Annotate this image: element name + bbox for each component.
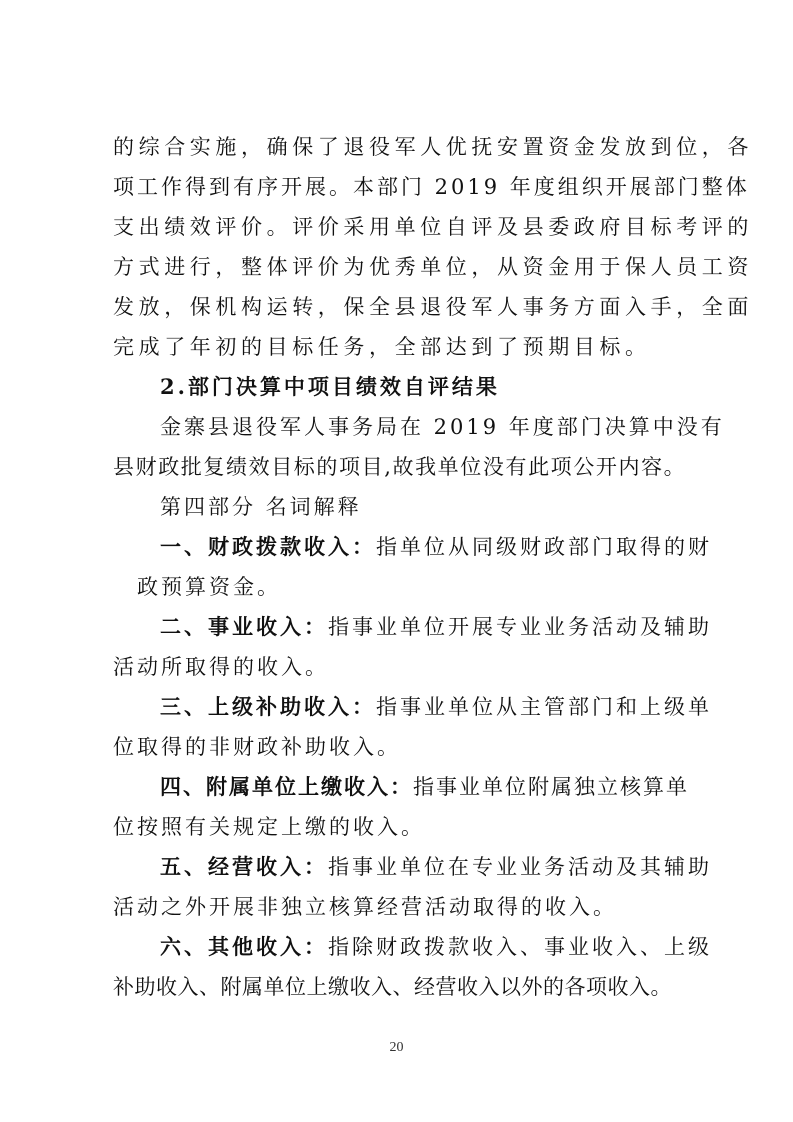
section-heading: 2.部门决算中项目绩效自评结果 [160,374,500,399]
term-definition: 指事业单位从主管部门和上级单 [376,695,712,719]
term-definition-cont: 活动之外开展非独立核算经营活动取得的收入。 [113,895,617,919]
term-definition: 指事业单位在专业业务活动及其辅助 [328,855,712,879]
term-line [160,692,740,722]
term-line [160,612,740,642]
paragraph-line: 方式进行，整体评价为优秀单位，从资金用于保人员工资 [113,255,753,279]
term-definition-cont: 补助收入、附属单位上缴收入、经营收入以外的各项收入。 [113,975,672,999]
term-line [160,772,740,802]
term-definition: 指单位从同级财政部门取得的财 [376,535,712,559]
paragraph-line: 发放，保机构运转，保全县退役军人事务方面入手，全面 [113,295,753,319]
term-name: 六、其他收入： [160,934,328,959]
paragraph-line: 完成了年初的目标任务，全部达到了预期目标。 [113,335,651,359]
paragraph-line: 项工作得到有序开展。本部门 2019 年度组织开展部门整体 [113,175,750,199]
term-definition: 指事业单位开展专业业务活动及辅助 [328,615,712,639]
term-definition: 指除财政拨款收入、事业收入、上级 [328,935,712,959]
paragraph-line: 县财政批复绩效目标的项目,故我单位没有此项公开内容。 [113,455,687,479]
paragraph-line: 金寨县退役军人事务局在 2019 年度部门决算中没有 [160,415,725,439]
term-name: 三、上级补助收入： [160,694,376,719]
term-definition-cont: 位按照有关规定上缴的收入。 [113,815,425,839]
part-title: 第四部分 名词解释 [160,495,362,519]
term-definition-cont: 政预算资金。 [137,575,281,599]
term-line [160,532,740,562]
term-name: 四、附属单位上缴收入： [160,774,413,799]
term-line [160,932,740,962]
term-line [160,852,740,882]
paragraph-line: 支出绩效评价。评价采用单位自评及县委政府目标考评的 [113,215,753,239]
term-definition-cont: 活动所取得的收入。 [113,655,329,679]
page-number: 20 [389,1040,404,1055]
term-definition-cont: 位取得的非财政补助收入。 [113,735,401,759]
term-name: 二、事业收入： [160,614,328,639]
term-name: 一、财政拨款收入： [160,534,376,559]
term-name: 五、经营收入： [160,854,328,879]
paragraph-line: 的综合实施，确保了退役军人优抚安置资金发放到位，各 [113,135,753,159]
term-definition: 指事业单位附属独立核算单 [413,775,689,799]
